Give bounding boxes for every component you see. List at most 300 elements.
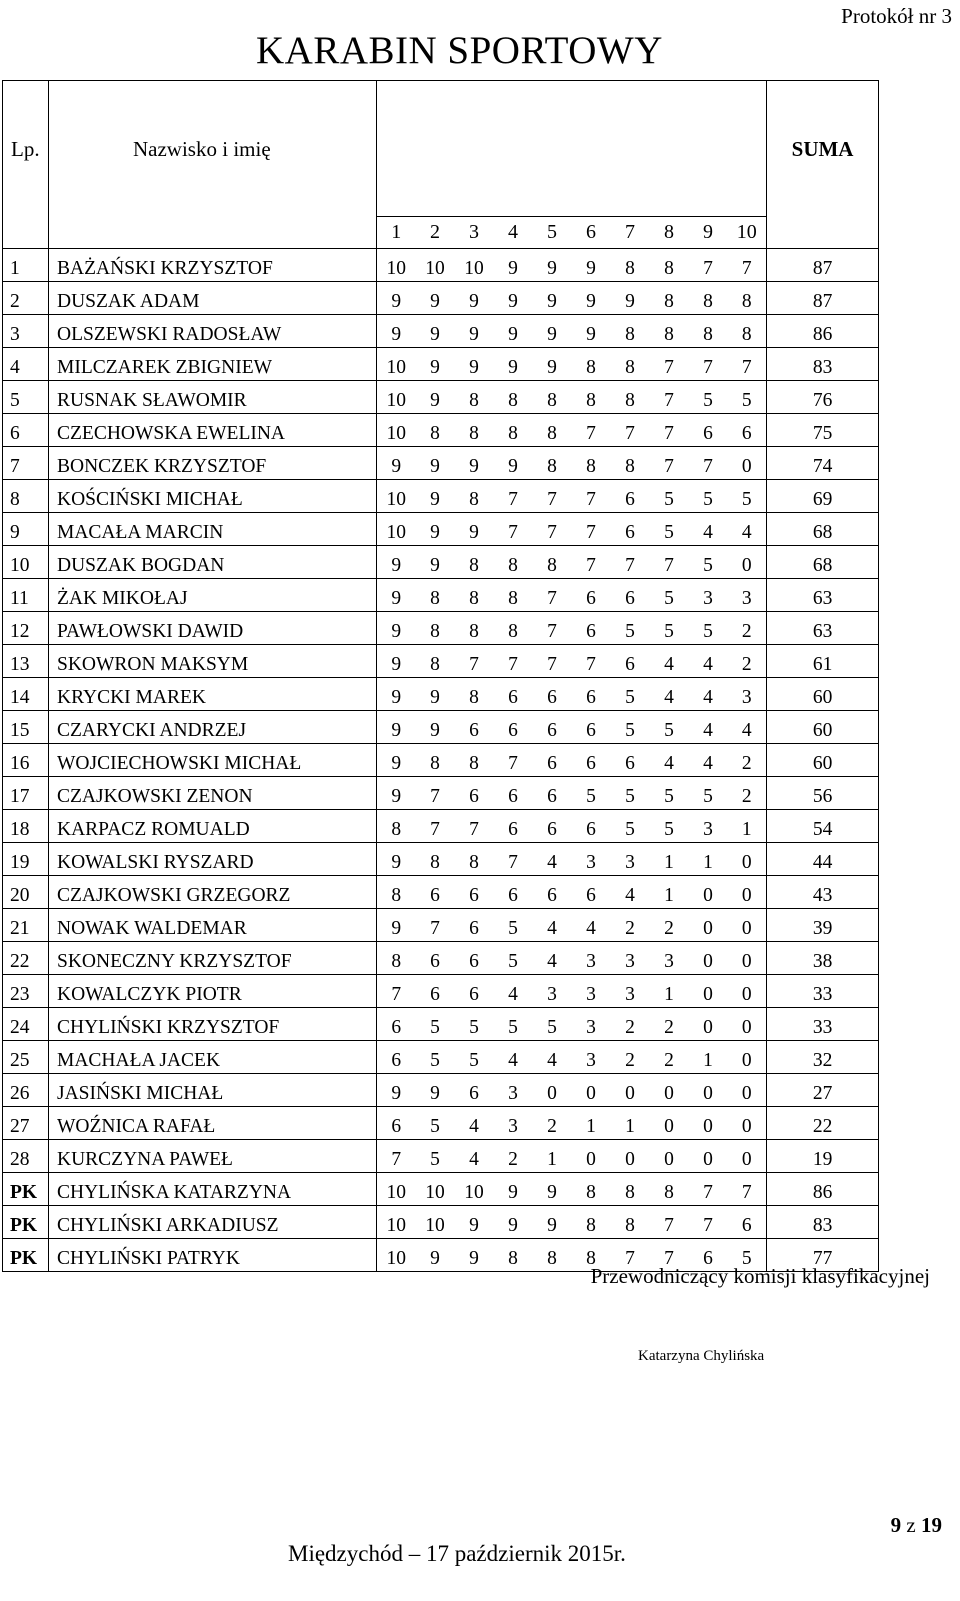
row-name: CHYLIŃSKI KRZYSZTOF bbox=[49, 1008, 377, 1041]
chairman-signature: Katarzyna Chylińska bbox=[638, 1348, 765, 1364]
row-score: 5 bbox=[416, 1140, 455, 1173]
row-score: 2 bbox=[728, 777, 767, 810]
row-score: 8 bbox=[650, 1173, 689, 1206]
header-sum: SUMA bbox=[767, 81, 879, 249]
row-score: 10 bbox=[416, 1173, 455, 1206]
row-score: 5 bbox=[572, 777, 611, 810]
row-score: 9 bbox=[494, 282, 533, 315]
row-score: 9 bbox=[377, 909, 416, 942]
row-score: 4 bbox=[533, 909, 572, 942]
row-score: 9 bbox=[533, 1206, 572, 1239]
row-score: 8 bbox=[455, 546, 494, 579]
row-score: 4 bbox=[533, 1041, 572, 1074]
row-sum: 44 bbox=[767, 843, 879, 876]
row-score: 2 bbox=[650, 909, 689, 942]
row-score: 7 bbox=[572, 645, 611, 678]
row-score: 9 bbox=[494, 249, 533, 282]
protocol-number: Protokół nr 3 bbox=[841, 4, 952, 28]
row-score: 6 bbox=[533, 777, 572, 810]
row-score: 5 bbox=[728, 1239, 767, 1272]
row-name: SKONECZNY KRZYSZTOF bbox=[49, 942, 377, 975]
header-name: Nazwisko i imię bbox=[49, 81, 377, 249]
row-score: 7 bbox=[416, 810, 455, 843]
row-score: 7 bbox=[611, 414, 650, 447]
table-row bbox=[3, 678, 879, 711]
row-score: 6 bbox=[533, 711, 572, 744]
row-score: 7 bbox=[650, 1206, 689, 1239]
table-row bbox=[3, 381, 879, 414]
row-score: 9 bbox=[377, 711, 416, 744]
row-name: BAŻAŃSKI KRZYSZTOF bbox=[49, 249, 377, 282]
shot-number-header: 7 bbox=[611, 217, 650, 249]
row-sum: 63 bbox=[767, 579, 879, 612]
row-score: 9 bbox=[494, 1206, 533, 1239]
row-lp: 23 bbox=[3, 975, 49, 1008]
table-row bbox=[3, 942, 879, 975]
row-score: 8 bbox=[728, 282, 767, 315]
table-row bbox=[3, 975, 879, 1008]
row-score: 8 bbox=[650, 249, 689, 282]
row-score: 6 bbox=[416, 876, 455, 909]
row-lp: PK bbox=[3, 1206, 49, 1239]
row-score: 5 bbox=[455, 1008, 494, 1041]
row-score: 7 bbox=[377, 1140, 416, 1173]
row-score: 7 bbox=[533, 480, 572, 513]
row-name: PAWŁOWSKI DAWID bbox=[49, 612, 377, 645]
row-sum: 68 bbox=[767, 546, 879, 579]
row-score: 8 bbox=[572, 1173, 611, 1206]
row-lp: 10 bbox=[3, 546, 49, 579]
row-score: 0 bbox=[728, 1041, 767, 1074]
row-name: CHYLIŃSKI PATRYK bbox=[49, 1239, 377, 1272]
row-score: 0 bbox=[689, 1074, 728, 1107]
row-score: 6 bbox=[455, 1074, 494, 1107]
row-score: 5 bbox=[689, 777, 728, 810]
row-name: MACAŁA MARCIN bbox=[49, 513, 377, 546]
row-score: 4 bbox=[728, 711, 767, 744]
row-score: 9 bbox=[494, 348, 533, 381]
row-score: 8 bbox=[611, 348, 650, 381]
row-sum: 60 bbox=[767, 711, 879, 744]
row-score: 9 bbox=[455, 1206, 494, 1239]
row-score: 9 bbox=[416, 315, 455, 348]
row-name: CZECHOWSKA EWELINA bbox=[49, 414, 377, 447]
row-score: 7 bbox=[494, 843, 533, 876]
row-score: 8 bbox=[689, 282, 728, 315]
row-name: KARPACZ ROMUALD bbox=[49, 810, 377, 843]
table-row bbox=[3, 1140, 879, 1173]
row-score: 10 bbox=[377, 414, 416, 447]
row-name: WOJCIECHOWSKI MICHAŁ bbox=[49, 744, 377, 777]
row-score: 3 bbox=[494, 1107, 533, 1140]
table-row bbox=[3, 348, 879, 381]
row-score: 8 bbox=[494, 414, 533, 447]
row-sum: 43 bbox=[767, 876, 879, 909]
row-score: 0 bbox=[572, 1140, 611, 1173]
row-score: 7 bbox=[689, 249, 728, 282]
row-sum: 77 bbox=[767, 1239, 879, 1272]
row-score: 8 bbox=[611, 249, 650, 282]
row-sum: 56 bbox=[767, 777, 879, 810]
row-score: 9 bbox=[416, 678, 455, 711]
row-score: 1 bbox=[611, 1107, 650, 1140]
row-score: 0 bbox=[650, 1074, 689, 1107]
table-row bbox=[3, 1107, 879, 1140]
row-score: 8 bbox=[611, 315, 650, 348]
row-score: 6 bbox=[416, 975, 455, 1008]
row-score: 9 bbox=[377, 579, 416, 612]
row-score: 3 bbox=[572, 1008, 611, 1041]
row-name: CHYLIŃSKA KATARZYNA bbox=[49, 1173, 377, 1206]
row-score: 5 bbox=[650, 579, 689, 612]
shot-number-header: 1 bbox=[377, 217, 416, 249]
row-score: 9 bbox=[455, 513, 494, 546]
row-score: 6 bbox=[728, 1206, 767, 1239]
shot-number-header: 3 bbox=[455, 217, 494, 249]
table-row bbox=[3, 414, 879, 447]
row-score: 2 bbox=[611, 1008, 650, 1041]
table-row bbox=[3, 315, 879, 348]
row-score: 9 bbox=[572, 249, 611, 282]
row-lp: 19 bbox=[3, 843, 49, 876]
row-score: 2 bbox=[533, 1107, 572, 1140]
row-score: 6 bbox=[572, 810, 611, 843]
row-score: 0 bbox=[689, 1107, 728, 1140]
row-score: 5 bbox=[650, 810, 689, 843]
row-score: 7 bbox=[650, 447, 689, 480]
row-lp: 6 bbox=[3, 414, 49, 447]
row-score: 9 bbox=[416, 447, 455, 480]
row-name: MACHAŁA JACEK bbox=[49, 1041, 377, 1074]
row-score: 0 bbox=[728, 1008, 767, 1041]
row-score: 5 bbox=[416, 1107, 455, 1140]
results-table bbox=[2, 80, 879, 1272]
footer-place-date: Międzychód – 17 październik 2015r. bbox=[288, 1541, 626, 1566]
row-score: 9 bbox=[377, 315, 416, 348]
row-score: 8 bbox=[494, 579, 533, 612]
row-sum: 75 bbox=[767, 414, 879, 447]
row-score: 3 bbox=[572, 843, 611, 876]
row-score: 8 bbox=[377, 810, 416, 843]
row-score: 2 bbox=[728, 744, 767, 777]
row-score: 0 bbox=[728, 1140, 767, 1173]
row-name: KURCZYNA PAWEŁ bbox=[49, 1140, 377, 1173]
row-score: 9 bbox=[533, 282, 572, 315]
row-score: 5 bbox=[650, 513, 689, 546]
row-score: 7 bbox=[572, 414, 611, 447]
row-score: 10 bbox=[377, 513, 416, 546]
row-lp: PK bbox=[3, 1239, 49, 1272]
row-score: 9 bbox=[455, 315, 494, 348]
row-score: 6 bbox=[572, 579, 611, 612]
table-row bbox=[3, 612, 879, 645]
row-score: 7 bbox=[572, 546, 611, 579]
row-score: 9 bbox=[377, 1074, 416, 1107]
row-score: 8 bbox=[533, 1239, 572, 1272]
row-name: NOWAK WALDEMAR bbox=[49, 909, 377, 942]
row-score: 7 bbox=[455, 810, 494, 843]
row-score: 8 bbox=[533, 447, 572, 480]
shot-number-header: 4 bbox=[494, 217, 533, 249]
row-score: 6 bbox=[572, 711, 611, 744]
row-name: OLSZEWSKI RADOSŁAW bbox=[49, 315, 377, 348]
row-score: 9 bbox=[533, 348, 572, 381]
row-score: 9 bbox=[572, 282, 611, 315]
row-score: 7 bbox=[650, 1239, 689, 1272]
row-score: 0 bbox=[728, 1107, 767, 1140]
row-name: CZAJKOWSKI GRZEGORZ bbox=[49, 876, 377, 909]
row-score: 3 bbox=[494, 1074, 533, 1107]
row-score: 8 bbox=[416, 414, 455, 447]
row-score: 8 bbox=[611, 447, 650, 480]
row-score: 8 bbox=[533, 414, 572, 447]
row-score: 4 bbox=[533, 942, 572, 975]
row-score: 9 bbox=[377, 678, 416, 711]
row-score: 7 bbox=[650, 348, 689, 381]
row-score: 6 bbox=[533, 810, 572, 843]
row-score: 8 bbox=[455, 678, 494, 711]
row-score: 8 bbox=[572, 381, 611, 414]
row-score: 8 bbox=[416, 612, 455, 645]
row-score: 8 bbox=[455, 480, 494, 513]
row-score: 0 bbox=[689, 909, 728, 942]
row-score: 9 bbox=[533, 1173, 572, 1206]
row-score: 6 bbox=[455, 876, 494, 909]
row-score: 7 bbox=[494, 744, 533, 777]
row-score: 4 bbox=[689, 711, 728, 744]
row-score: 6 bbox=[455, 975, 494, 1008]
row-score: 9 bbox=[377, 777, 416, 810]
row-score: 8 bbox=[455, 381, 494, 414]
row-score: 10 bbox=[377, 1239, 416, 1272]
row-score: 7 bbox=[494, 513, 533, 546]
row-score: 8 bbox=[494, 381, 533, 414]
row-score: 6 bbox=[611, 579, 650, 612]
row-name: DUSZAK BOGDAN bbox=[49, 546, 377, 579]
row-score: 5 bbox=[650, 480, 689, 513]
row-score: 9 bbox=[611, 282, 650, 315]
table-row bbox=[3, 1008, 879, 1041]
row-score: 5 bbox=[416, 1008, 455, 1041]
row-lp: 15 bbox=[3, 711, 49, 744]
row-lp: 18 bbox=[3, 810, 49, 843]
row-sum: 63 bbox=[767, 612, 879, 645]
row-score: 2 bbox=[611, 1041, 650, 1074]
row-score: 7 bbox=[728, 348, 767, 381]
row-lp: 1 bbox=[3, 249, 49, 282]
row-score: 9 bbox=[416, 480, 455, 513]
row-score: 0 bbox=[689, 1008, 728, 1041]
row-score: 8 bbox=[494, 612, 533, 645]
row-score: 5 bbox=[611, 810, 650, 843]
row-score: 6 bbox=[533, 678, 572, 711]
row-score: 9 bbox=[416, 1074, 455, 1107]
row-score: 8 bbox=[572, 1239, 611, 1272]
row-score: 4 bbox=[689, 744, 728, 777]
row-score: 5 bbox=[689, 612, 728, 645]
row-score: 8 bbox=[416, 645, 455, 678]
row-score: 10 bbox=[377, 1173, 416, 1206]
chairman-title: Przewodniczący komisji klasyfikacyjnej bbox=[590, 1264, 930, 1288]
row-score: 8 bbox=[572, 447, 611, 480]
row-score: 10 bbox=[416, 1206, 455, 1239]
row-score: 9 bbox=[377, 612, 416, 645]
row-score: 7 bbox=[650, 381, 689, 414]
row-score: 3 bbox=[611, 975, 650, 1008]
row-score: 9 bbox=[377, 546, 416, 579]
table-row bbox=[3, 744, 879, 777]
row-score: 0 bbox=[728, 942, 767, 975]
row-score: 2 bbox=[494, 1140, 533, 1173]
row-score: 9 bbox=[416, 381, 455, 414]
row-score: 0 bbox=[728, 843, 767, 876]
row-lp: 12 bbox=[3, 612, 49, 645]
row-sum: 32 bbox=[767, 1041, 879, 1074]
row-score: 3 bbox=[689, 579, 728, 612]
page-current: 9 bbox=[890, 1513, 902, 1537]
row-lp: 2 bbox=[3, 282, 49, 315]
row-lp: 13 bbox=[3, 645, 49, 678]
row-sum: 38 bbox=[767, 942, 879, 975]
row-score: 9 bbox=[455, 282, 494, 315]
shot-number-header: 5 bbox=[533, 217, 572, 249]
row-score: 5 bbox=[416, 1041, 455, 1074]
row-score: 7 bbox=[494, 645, 533, 678]
row-score: 8 bbox=[533, 546, 572, 579]
row-name: KOŚCIŃSKI MICHAŁ bbox=[49, 480, 377, 513]
row-score: 0 bbox=[689, 942, 728, 975]
row-sum: 83 bbox=[767, 1206, 879, 1239]
row-score: 6 bbox=[728, 414, 767, 447]
row-score: 7 bbox=[572, 480, 611, 513]
row-score: 5 bbox=[494, 942, 533, 975]
row-score: 1 bbox=[728, 810, 767, 843]
row-score: 9 bbox=[416, 348, 455, 381]
row-score: 2 bbox=[611, 909, 650, 942]
row-score: 2 bbox=[650, 1041, 689, 1074]
row-score: 5 bbox=[533, 1008, 572, 1041]
row-score: 2 bbox=[728, 612, 767, 645]
row-score: 6 bbox=[533, 744, 572, 777]
row-score: 8 bbox=[572, 1206, 611, 1239]
table-row bbox=[3, 1041, 879, 1074]
row-score: 8 bbox=[689, 315, 728, 348]
row-score: 3 bbox=[728, 579, 767, 612]
row-score: 9 bbox=[377, 645, 416, 678]
row-score: 8 bbox=[494, 1239, 533, 1272]
row-score: 4 bbox=[650, 678, 689, 711]
row-score: 8 bbox=[650, 282, 689, 315]
row-score: 3 bbox=[533, 975, 572, 1008]
row-lp: 11 bbox=[3, 579, 49, 612]
row-lp: 14 bbox=[3, 678, 49, 711]
row-score: 1 bbox=[689, 1041, 728, 1074]
row-lp: 7 bbox=[3, 447, 49, 480]
row-score: 7 bbox=[689, 447, 728, 480]
row-score: 9 bbox=[377, 447, 416, 480]
shot-number-header: 8 bbox=[650, 217, 689, 249]
row-score: 6 bbox=[455, 942, 494, 975]
row-score: 7 bbox=[533, 612, 572, 645]
row-score: 6 bbox=[611, 480, 650, 513]
row-score: 10 bbox=[377, 381, 416, 414]
row-score: 4 bbox=[689, 678, 728, 711]
row-score: 9 bbox=[455, 1239, 494, 1272]
row-score: 0 bbox=[689, 975, 728, 1008]
row-score: 9 bbox=[455, 348, 494, 381]
row-sum: 69 bbox=[767, 480, 879, 513]
row-score: 4 bbox=[572, 909, 611, 942]
row-score: 0 bbox=[689, 876, 728, 909]
row-score: 10 bbox=[377, 348, 416, 381]
row-score: 8 bbox=[494, 546, 533, 579]
row-score: 4 bbox=[650, 645, 689, 678]
shot-number-header: 2 bbox=[416, 217, 455, 249]
row-score: 1 bbox=[650, 843, 689, 876]
row-score: 0 bbox=[728, 546, 767, 579]
row-name: SKOWRON MAKSYM bbox=[49, 645, 377, 678]
row-name: KRYCKI MAREK bbox=[49, 678, 377, 711]
row-score: 6 bbox=[611, 513, 650, 546]
row-score: 6 bbox=[377, 1107, 416, 1140]
row-score: 7 bbox=[689, 348, 728, 381]
row-score: 6 bbox=[611, 744, 650, 777]
row-score: 0 bbox=[611, 1140, 650, 1173]
row-lp: 22 bbox=[3, 942, 49, 975]
row-sum: 27 bbox=[767, 1074, 879, 1107]
row-score: 3 bbox=[611, 843, 650, 876]
row-name: ŻAK MIKOŁAJ bbox=[49, 579, 377, 612]
row-score: 7 bbox=[455, 645, 494, 678]
row-score: 6 bbox=[572, 678, 611, 711]
row-score: 0 bbox=[728, 975, 767, 1008]
row-score: 0 bbox=[650, 1140, 689, 1173]
row-score: 6 bbox=[455, 711, 494, 744]
row-score: 9 bbox=[572, 315, 611, 348]
row-sum: 33 bbox=[767, 1008, 879, 1041]
row-score: 3 bbox=[650, 942, 689, 975]
row-score: 7 bbox=[533, 645, 572, 678]
row-score: 8 bbox=[416, 579, 455, 612]
row-score: 5 bbox=[728, 480, 767, 513]
row-score: 0 bbox=[728, 1074, 767, 1107]
table-row bbox=[3, 843, 879, 876]
row-score: 0 bbox=[650, 1107, 689, 1140]
row-score: 0 bbox=[689, 1140, 728, 1173]
row-score: 8 bbox=[377, 876, 416, 909]
row-score: 4 bbox=[728, 513, 767, 546]
table-row bbox=[3, 546, 879, 579]
row-sum: 83 bbox=[767, 348, 879, 381]
row-score: 9 bbox=[416, 546, 455, 579]
row-score: 4 bbox=[689, 513, 728, 546]
row-score: 6 bbox=[494, 678, 533, 711]
row-score: 6 bbox=[494, 876, 533, 909]
row-name: BONCZEK KRZYSZTOF bbox=[49, 447, 377, 480]
row-lp: 21 bbox=[3, 909, 49, 942]
shot-number-header: 6 bbox=[572, 217, 611, 249]
table-row bbox=[3, 513, 879, 546]
row-score: 8 bbox=[650, 315, 689, 348]
row-sum: 68 bbox=[767, 513, 879, 546]
header-lp: Lp. bbox=[3, 81, 49, 249]
row-score: 8 bbox=[611, 1206, 650, 1239]
row-score: 6 bbox=[455, 777, 494, 810]
row-score: 6 bbox=[494, 711, 533, 744]
row-score: 3 bbox=[572, 975, 611, 1008]
document-title: KARABIN SPORTOWY bbox=[256, 29, 663, 72]
row-name: DUSZAK ADAM bbox=[49, 282, 377, 315]
